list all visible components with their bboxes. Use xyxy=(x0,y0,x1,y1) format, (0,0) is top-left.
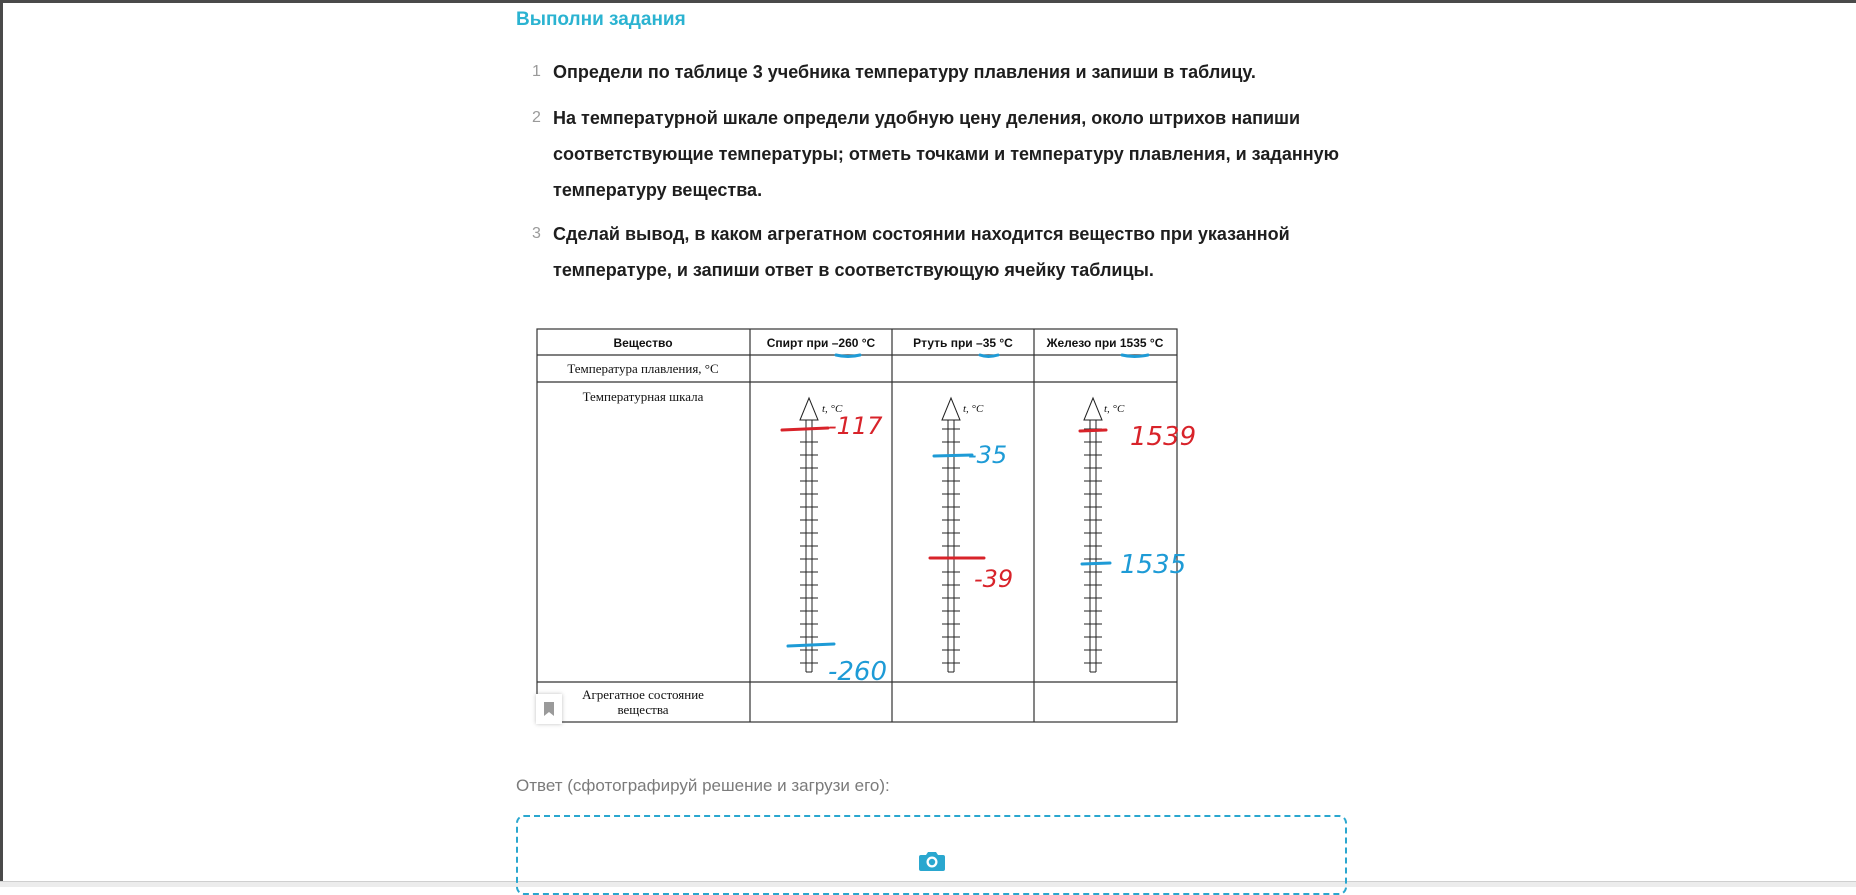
scale-arrow xyxy=(1084,398,1102,420)
answer-label: Ответ (сфотографируй решение и загрузи его): xyxy=(516,776,890,795)
handwritten-iron-red: 1539 xyxy=(1130,422,1197,452)
task-item xyxy=(516,216,1336,290)
row-label-scale: Температурная шкала xyxy=(582,389,704,404)
handwritten-mercury-blue: -35 xyxy=(968,441,1008,469)
header-iron: Железо при 1535 °C xyxy=(1046,336,1164,350)
task-text: Определи по таблице 3 учебника температуру плавления и запиши в таблицу. xyxy=(553,62,1256,82)
header-spirit: Спирт при –260 °C xyxy=(766,336,876,350)
thermometer-scale xyxy=(942,398,960,672)
bookmark-button[interactable] xyxy=(536,694,562,724)
task-item xyxy=(516,54,1336,94)
handwritten-marks xyxy=(782,428,1110,646)
window-left-border xyxy=(0,0,3,886)
handwritten-spirit-red: -117 xyxy=(828,412,883,440)
row-label-melting: Температура плавления, °C xyxy=(567,361,719,376)
handwritten-iron-blue: 1535 xyxy=(1120,550,1187,580)
task-number: 3 xyxy=(532,225,541,242)
task-item xyxy=(516,100,1339,210)
task-number: 1 xyxy=(532,63,541,80)
bookmark-icon xyxy=(536,694,562,724)
task-text: Сделай вывод, в каком агрегатном состоянии находится вещество при указанной температуре, и запиши ответ в соответствующую ячейку таблицы. xyxy=(553,224,1290,280)
thermometer-scale xyxy=(800,398,818,672)
header-substance: Вещество xyxy=(613,336,673,350)
axis-label-spirit: t, °C xyxy=(822,403,843,415)
camera-icon[interactable] xyxy=(918,850,946,872)
task-text: На температурной шкале определи удобную цену деления, около штрихов напиши соответствующие температуры; отметь точками и температуру плавления, и заданную температуру вещества. xyxy=(553,108,1339,200)
header-mercury: Ртуть при –35 °C xyxy=(913,336,1013,350)
scale-arrow xyxy=(942,398,960,420)
row-label-state-2: вещества xyxy=(617,702,669,717)
window-top-border xyxy=(0,0,1856,3)
axis-label-iron: t, °C xyxy=(1104,403,1125,415)
axis-label-mercury: t, °C xyxy=(963,403,984,415)
task-number: 2 xyxy=(532,109,541,126)
handwritten-mercury-red: -39 xyxy=(974,565,1014,593)
thermometer-scale xyxy=(1084,398,1102,672)
scale-arrow xyxy=(800,398,818,420)
handwritten-spirit-blue: -260 xyxy=(828,657,888,687)
row-label-state-1: Агрегатное состояние xyxy=(582,687,704,702)
worksheet-photo xyxy=(536,328,1197,723)
section-heading: Выполни задания xyxy=(516,9,686,30)
